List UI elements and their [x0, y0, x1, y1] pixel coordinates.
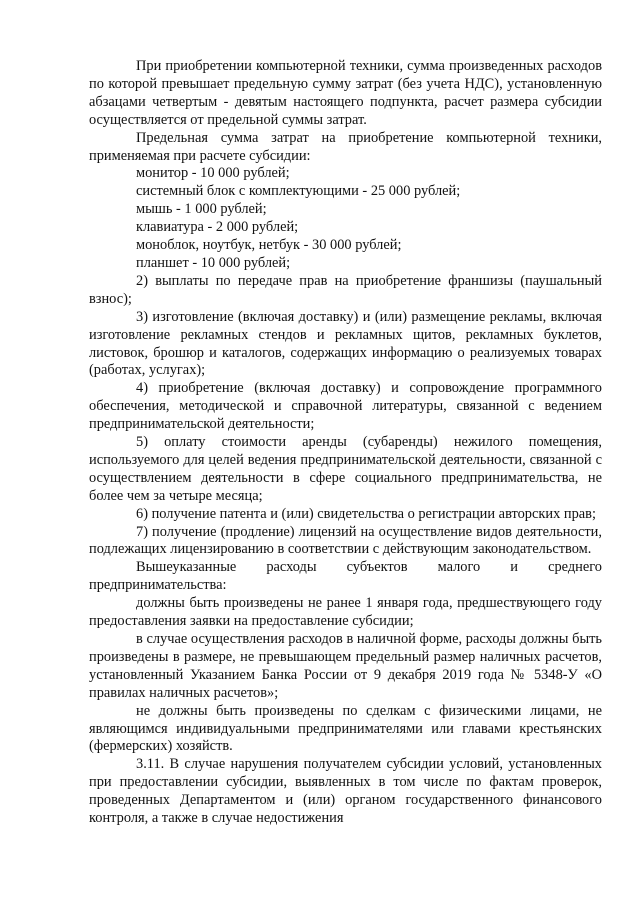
paragraph-item-4-software: 4) приобретение (включая доставку) и сопровождение программного обеспечения, методической и справочной литературы, связанной с ведением предпринимательской деятельности;: [89, 380, 602, 433]
list-item-monitor: монитор - 10 000 рублей;: [136, 165, 290, 182]
document-body: [89, 58, 602, 828]
paragraph-section-3-11: 3.11. В случае нарушения получателем субсидии условий, установленных при предоставлении субсидии, выявленных в том числе по фактам проверок, проведенных Департаментом и (или) органом государственного финансового контроля, а также в случае недостижения: [89, 756, 602, 827]
paragraph-item-5-rent: 5) оплату стоимости аренды (субаренды) нежилого помещения, используемого для целей ведения предпринимательской деятельности, связанной с осуществлением деятельности в сфере социального предпринимательства, не более чем за четыре месяца;: [89, 434, 602, 504]
paragraph-item-7-license: 7) получение (продление) лицензий на осуществление видов деятельности, подлежащих лицензированию в соответствии с действующим законодательством.: [89, 523, 602, 558]
list-item-tablet: планшет - 10 000 рублей;: [136, 254, 291, 271]
paragraph-item-2-franchise: 2) выплаты по передаче прав на приобретение франшизы (паушальный взнос);: [89, 272, 602, 307]
list-item-system-unit: системный блок с комплектующими - 25 000 рублей;: [136, 183, 461, 200]
list-item-keyboard: клавиатура - 2 000 рублей;: [136, 219, 299, 236]
paragraph-item-6-patent: 6) получение патента и (или) свидетельства о регистрации авторских прав;: [136, 505, 596, 522]
paragraph-computer-limits-intro: Предельная сумма затрат на приобретение компьютерной техники, применяемая при расчете субсидии:: [89, 129, 602, 164]
paragraph-requirement-date: должны быть произведены не ранее 1 января года, предшествующего году предоставления заявки на предоставление субсидии;: [89, 595, 602, 630]
paragraph-requirement-cash: в случае осуществления расходов в наличной форме, расходы должны быть произведены в размере, не превышающем предельный размер наличных расчетов, установленный Указанием Банка России от 9 декабря 2019 года № 5348-У «О правилах наличных расчетов»;: [89, 631, 602, 701]
paragraph-requirement-individuals: не должны быть произведены по сделкам с физическими лицами, не являющимся индивидуальными предпринимателями или главами крестьянских (фермерских) хозяйств.: [89, 702, 602, 755]
list-item-laptop: моноблок, ноутбук, нетбук - 30 000 рублей;: [136, 237, 402, 254]
list-item-mouse: мышь - 1 000 рублей;: [136, 201, 267, 218]
paragraph-expense-requirements-intro: Вышеуказанные расходы субъектов малого и среднего предпринимательства:: [89, 559, 602, 594]
paragraph-item-3-advertising: 3) изготовление (включая доставку) и (или) размещение рекламы, включая изготовление рекламных стендов и рекламных щитов, рекламных буклетов, листовок, брошюр и каталогов, содержащих информацию о реализуемых товарах (работах, услугах);: [89, 308, 602, 379]
paragraph-computer-expense-limit: При приобретении компьютерной техники, сумма произведенных расходов по которой превышает предельную сумму затрат (без учета НДС), установленную абзацами четвертым - девятым настоящего подпункта, расчет размера субсидии осуществляется от предельной суммы затрат.: [89, 58, 602, 128]
